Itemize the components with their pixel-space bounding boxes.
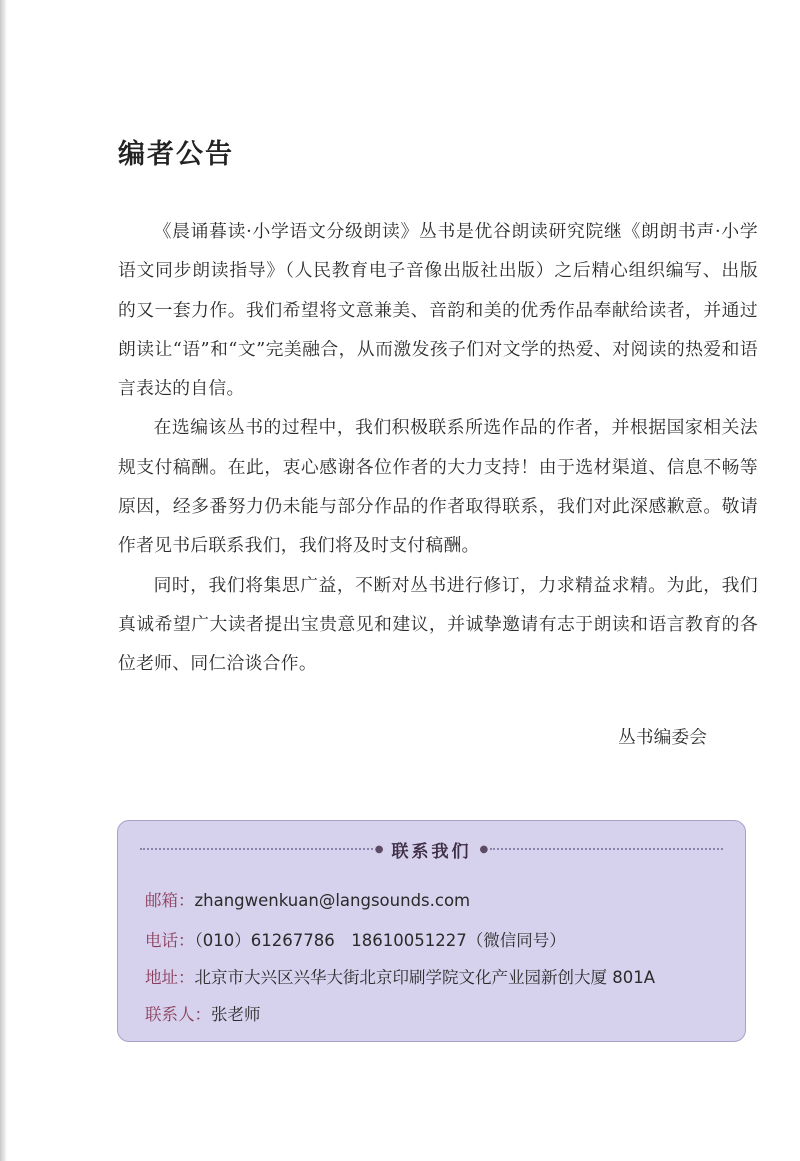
notice-body [118,212,758,684]
page-binding-edge [0,0,7,1161]
email-label: 邮箱： [145,891,195,910]
phone-value: （010）61267786 18610051227（微信同号） [194,931,566,950]
dotted-rule-right [490,848,723,850]
email-value[interactable]: zhangwenkuan@langsounds.com [194,891,471,910]
signature: 丛书编委会 [618,727,707,748]
contact-email-row [145,887,470,911]
contact-address-row [145,964,655,988]
contact-header [140,834,723,864]
address-label: 地址： [145,968,195,987]
phone-label: 电话： [145,931,195,950]
contact-person-row [145,1001,261,1025]
notice-paragraph-3: 同时，我们将集思广益，不断对丛书进行修订，力求精益求精。为此，我们真诚希望广大读者提出宝贵意见和建议，并诚挚邀请有志于朗读和语言教育的各位老师、同仁洽谈合作。 [118,574,758,675]
notice-paragraph-2: 在选编该丛书的过程中，我们积极联系所选作品的作者，并根据国家相关法规支付稿酬。在此，衷心感谢各位作者的大力支持！由于选材渠道、信息不畅等原因，经多番努力仍未能与部分作品的作者取得联系，我们对此深感歉意。敬请作者见书后联系我们，我们将及时支付稿酬。 [118,417,758,557]
contact-box [117,820,746,1042]
contact-phone-row [145,927,566,951]
address-value: 北京市大兴区兴华大街北京印刷学院文化产业园新创大厦 801A [194,968,656,987]
dotted-rule-left [140,848,373,850]
bullet-icon: ● [479,843,489,855]
bullet-icon: ● [374,843,384,855]
person-value: 张老师 [211,1005,261,1024]
notice-title: 编者公告 [118,139,234,170]
contact-title: 联系我们 [391,841,472,862]
notice-paragraph-1: 《晨诵暮读·小学语文分级朗读》丛书是优谷朗读研究院继《朗朗书声·小学语文同步朗读指导》（人民教育电子音像出版社出版）之后精心组织编写、出版的又一套力作。我们希望将文意兼美、音韵和美的优秀作品奉献给读者，并通过朗读让“语”和“文”完美融合，从而激发孩子们对文学的热爱、对阅读的热爱和语言表达的自信。 [118,221,758,400]
person-label: 联系人： [145,1005,211,1024]
